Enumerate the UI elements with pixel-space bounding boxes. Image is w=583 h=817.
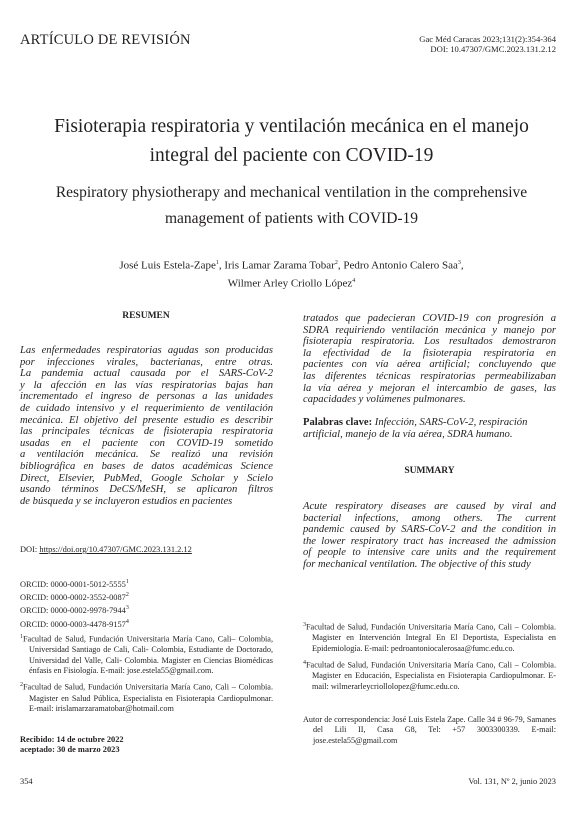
journal-doi: DOI: 10.47307/GMC.2023.131.2.12 xyxy=(430,44,556,54)
journal-reference: Gac Méd Caracas 2023;131(2):354-364 xyxy=(419,34,556,44)
author-list xyxy=(40,256,543,291)
affiliation-sup: 4 xyxy=(303,659,306,666)
resumen-line: incrementado el ingreso de personas a las unidades xyxy=(20,391,273,403)
resumen-line: mecánica. El objetivo del presente estudio es describir xyxy=(20,414,273,426)
orcid-sup: 1 xyxy=(125,579,129,585)
resumen-line: por infecciones virales, bacterianas, entre otras. xyxy=(20,356,273,368)
resumen-line: SDRA requiriendo ventilación mecánica y manejo por xyxy=(303,324,556,336)
author-name: José Luis Estela-Zape xyxy=(119,259,216,272)
orcid-item xyxy=(20,577,220,590)
orcid-text: ORCID: 0000-0002-3552-0087 xyxy=(20,593,126,602)
affiliation-text: Facultad de Salud, Fundación Universitaria María Cano, Cali– Colombia, Universidad Santiago de Cali, Cali- Colombia, Estudiante de Doctorado, Universidad del Valle, Cali- Colombia. Magister en Ciencias Biomédicas énfasis en Fisiología. E-mail: jose.estela55@gmail.com. xyxy=(23,634,273,675)
resumen-line: la vía aérea y mejoran el intercambio de gases, las xyxy=(303,382,556,394)
summary-body xyxy=(303,501,556,571)
resumen-line: pacientes con vía aérea artificial; concluyendo que xyxy=(303,359,556,371)
resumen-line: de búsqueda y se incluyeron estudios en pacientes xyxy=(20,495,233,507)
subtitle-line-2: management of patients with COVID-19 xyxy=(164,210,419,227)
resumen-heading: RESUMEN xyxy=(122,311,170,321)
resumen-line: y la afección en las vías respiratorias bajas han xyxy=(20,379,273,391)
resumen-line: Direct, Elsevier, PubMed, Google Scholar y Scielo xyxy=(20,472,273,484)
doi-label: DOI: xyxy=(20,545,40,554)
page-number: 354 xyxy=(20,777,33,786)
summary-heading: SUMMARY xyxy=(404,466,455,476)
article-title xyxy=(0,112,583,170)
summary-line: pandemic caused by SARS-CoV-2 and the condition in xyxy=(303,524,556,536)
section-label: ARTÍCULO DE REVISIÓN xyxy=(20,32,191,48)
correspondence-text: Autor de correspondencia: José Luis Estela Zape. Calle 34 # 96-79, Samanes del Lili II, Casa G8, Tel: +57 3003300339. E-mail: jose.estela55@gmail.com xyxy=(303,715,556,745)
author-name: Pedro Antonio Calero Saa xyxy=(343,259,458,272)
received-date: Recibido: 14 de octubre 2022 xyxy=(20,735,124,744)
resumen-line: bibliográfica en bases de datos académicas Science xyxy=(20,460,273,472)
affiliation-sup: 3 xyxy=(303,622,306,628)
affiliation-item xyxy=(303,658,556,692)
author-separator: , xyxy=(460,259,464,272)
affiliation-sup: 2 xyxy=(20,682,23,689)
keywords xyxy=(303,417,556,440)
orcid-item xyxy=(20,617,220,630)
orcid-list xyxy=(20,577,220,630)
resumen-line: la efectividad de la fisioterapia respiratoria en xyxy=(303,347,556,359)
affiliations-right xyxy=(303,620,556,696)
affiliation-item xyxy=(20,632,273,676)
orcid-sup: 2 xyxy=(125,592,129,599)
author-sup: 2 xyxy=(334,260,338,266)
author-separator: , xyxy=(218,259,225,272)
affiliation-text: Facultad de Salud, Fundación Universitaria María Cano, Cali – Colombia. Magister en Intervención Integral En El Deportista, Especialista en Epidemiología. E-mail: pedroantoniocalerosaa@fumc.edu.co. xyxy=(306,622,556,653)
author-name: Iris Lamar Zarama Tobar xyxy=(224,259,335,272)
doi-line xyxy=(20,545,192,555)
orcid-item xyxy=(20,603,220,616)
summary-line: bacterial infections, among others. The current xyxy=(303,512,556,524)
resumen-continued xyxy=(303,313,556,406)
resumen-line: las diferentes técnicas respiratorias permeabilizaban xyxy=(303,370,556,382)
affiliations-left xyxy=(20,632,273,718)
resumen-line: usando términos DeCS/MeSH, se aplicaron filtros xyxy=(20,484,273,496)
volume-info: Vol. 131, Nº 2, junio 2023 xyxy=(468,777,556,786)
resumen-line: fisioterapia respiratoria. Los resultados demostraron xyxy=(303,336,556,348)
orcid-text: ORCID: 0000-0003-4478-9157 xyxy=(20,619,126,629)
author-sup: 3 xyxy=(457,260,461,266)
resumen-line: a ventilación mecánica. Se realizó una revisión xyxy=(20,449,273,461)
author-separator: , xyxy=(337,259,344,272)
resumen-line: de cuidado intensivo y el requerimiento de ventilación xyxy=(20,402,273,414)
affiliation-item xyxy=(303,620,556,654)
summary-line: of people to intensive care units and the requirement xyxy=(303,547,556,559)
correspondence xyxy=(303,715,556,746)
author-sup: 4 xyxy=(352,277,356,284)
keywords-line-2: artificial, manejo de la vía aérea, SDRA humano. xyxy=(303,428,513,440)
accepted-date: aceptado: 30 de marzo 2023 xyxy=(20,745,120,755)
journal-citation xyxy=(296,34,556,54)
summary-line: for mechanical ventilation. The objective of this study xyxy=(303,558,531,570)
summary-line: the lower respiratory tract has increased the admission xyxy=(303,535,556,547)
article-subtitle xyxy=(0,180,583,232)
orcid-sup: 4 xyxy=(125,618,129,625)
orcid-text: ORCID: 0000-0002-9978-7944 xyxy=(20,606,126,616)
resumen-line: Las enfermedades respiratorias agudas son producidas xyxy=(20,345,273,356)
orcid-sup: 3 xyxy=(125,605,129,612)
author-sup: 1 xyxy=(215,260,219,266)
author-name: Wilmer Arley Criollo López xyxy=(227,277,353,290)
orcid-text: ORCID: 0000-0001-5012-5555 xyxy=(20,579,126,589)
resumen-line: las principales técnicas de fisioterapia respiratoria xyxy=(20,426,273,438)
affiliation-sup: 1 xyxy=(20,634,23,640)
doi-link[interactable]: https://doi.org/10.47307/GMC.2023.131.2.12 xyxy=(39,545,192,554)
resumen-line: usadas en el paciente con COVID-19 sometido xyxy=(20,437,273,449)
orcid-item xyxy=(20,590,220,603)
affiliation-item xyxy=(20,680,273,714)
affiliation-text: Facultad de Salud, Fundación Universitaria María Cano, Cali – Colombia. Magister en Salud Pública, Especialista en Fisioterapia Cardiopulmonar. E-mail: irislamarzaramatobar@hotmail.com xyxy=(23,683,273,713)
summary-line: Acute respiratory diseases are caused by viral and xyxy=(303,501,556,512)
resumen-line: tratados que padecieran COVID-19 con progresión a xyxy=(303,313,556,324)
title-line-2: integral del paciente con COVID-19 xyxy=(149,145,434,166)
affiliation-text: Facultad de Salud, Fundación Universitaria María Cano, Cali – Colombia. Magister en Educación, Especialista en Fisioterapia Cardiopulmonar. E-mail: wilmerarleycriollolopez@fumc.edu.co. xyxy=(306,660,556,691)
subtitle-line-1: Respiratory physiotherapy and mechanical ventilation in the comprehensive xyxy=(55,184,528,201)
resumen-line: capacidades y volúmenes pulmonares. xyxy=(303,394,466,406)
dates xyxy=(20,735,124,756)
resumen-body xyxy=(20,345,273,507)
keywords-label: Palabras clave: xyxy=(303,417,373,428)
resumen-line: La pandemia actual causada por el SARS-CoV-2 xyxy=(20,368,273,380)
keywords-line-1: Infección, SARS-CoV-2, respiración xyxy=(372,417,528,428)
title-line-1: Fisioterapia respiratoria y ventilación mecánica en el manejo xyxy=(54,116,529,137)
